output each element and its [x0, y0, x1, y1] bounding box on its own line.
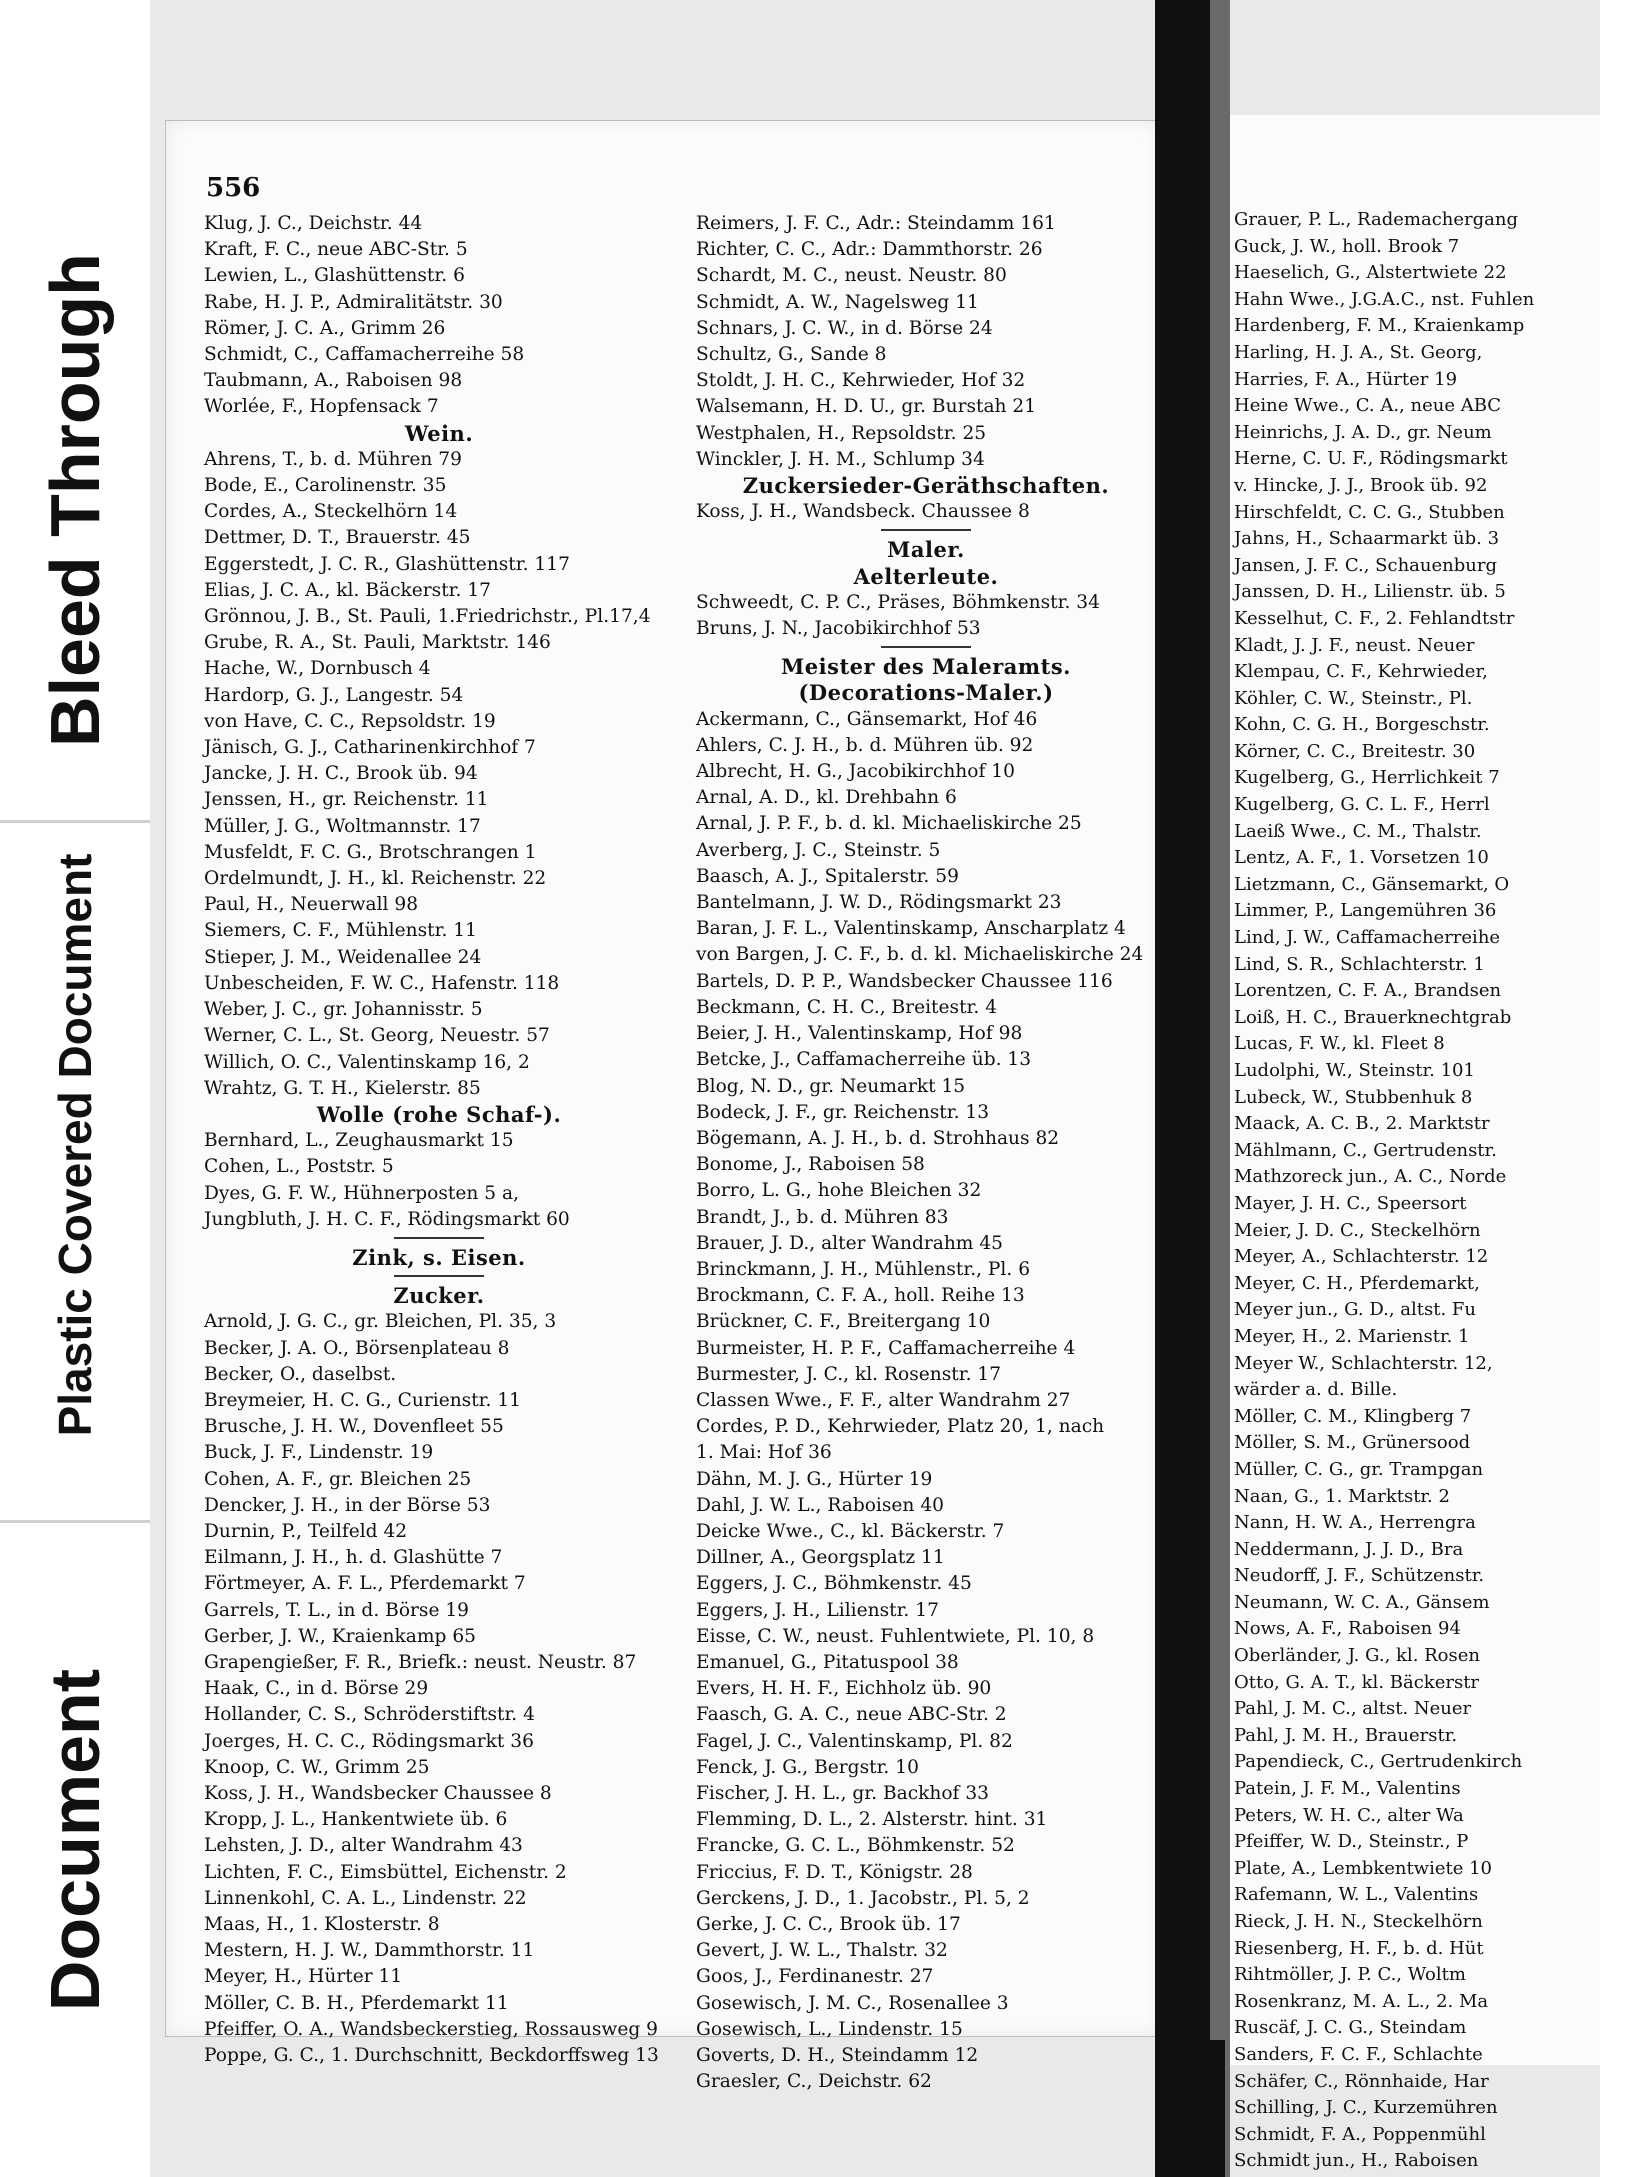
- directory-entry: Neudorff, J. F., Schützenstr.: [1234, 1565, 1485, 1587]
- directory-entry: Emanuel, G., Pitatuspool 38: [696, 1651, 959, 1673]
- directory-entry: Fagel, J. C., Valentinskamp, Pl. 82: [696, 1730, 1013, 1752]
- directory-entry: wärder a. d. Bille.: [1234, 1379, 1398, 1401]
- directory-entry: Patein, J. F. M., Valentins: [1234, 1778, 1461, 1800]
- directory-entry: von Have, C. C., Repsoldstr. 19: [204, 710, 496, 732]
- directory-entry: Brandt, J., b. d. Mühren 83: [696, 1206, 949, 1228]
- directory-entry: Blog, N. D., gr. Neumarkt 15: [696, 1075, 966, 1097]
- directory-entry: Schmidt jun., H., Raboisen: [1234, 2150, 1479, 2172]
- directory-entry: Müller, J. G., Woltmannstr. 17: [204, 815, 481, 837]
- directory-entry: Cordes, P. D., Kehrwieder, Platz 20, 1, nach: [696, 1416, 1105, 1438]
- directory-entry: Nows, A. F., Raboisen 94: [1234, 1618, 1461, 1640]
- directory-entry: Unbescheiden, F. W. C., Hafenstr. 118: [204, 972, 560, 994]
- label-divider: [0, 820, 150, 823]
- directory-entry: Gerke, J. C. C., Brook üb. 17: [696, 1914, 961, 1935]
- directory-entry: Ahrens, T., b. d. Mühren 79: [204, 448, 462, 470]
- directory-entry: Eggers, J. C., Böhmkenstr. 45: [696, 1573, 972, 1595]
- directory-entry: Kugelberg, G. C. L. F., Herrl: [1234, 794, 1490, 816]
- directory-entry: Schmidt, A. W., Nagelsweg 11: [696, 291, 979, 313]
- directory-entry: Neumann, W. C. A., Gänsem: [1234, 1591, 1490, 1613]
- book-spine-tab: [1175, 2040, 1225, 2177]
- directory-entry: Flemming, D. L., 2. Alsterstr. hint. 31: [696, 1809, 1048, 1831]
- directory-entry: Kohn, C. G. H., Borgeschstr.: [1234, 714, 1490, 736]
- directory-entry: Papendieck, C., Gertrudenkirch: [1234, 1751, 1523, 1773]
- directory-entry: Lind, S. R., Schlachterstr. 1: [1234, 953, 1485, 975]
- directory-entry: Becker, J. A. O., Börsenplateau 8: [204, 1337, 510, 1359]
- directory-entry: Arnold, J. G. C., gr. Bleichen, Pl. 35, 3: [204, 1311, 557, 1333]
- directory-entry: Gosewisch, J. M. C., Rosenallee 3: [696, 1992, 1009, 2014]
- directory-entry: Ludolphi, W., Steinstr. 101: [1234, 1060, 1475, 1081]
- directory-column-c: [1234, 207, 1634, 2175]
- directory-entry: Burmeister, H. P. F., Caffamacherreihe 4: [696, 1337, 1076, 1359]
- directory-entry: Knoop, C. W., Grimm 25: [204, 1756, 430, 1778]
- directory-entry: Limmer, P., Langemühren 36: [1234, 900, 1497, 922]
- directory-entry: Jänisch, G. J., Catharinenkirchhof 7: [204, 737, 536, 759]
- directory-entry: Mählmann, C., Gertrudenstr.: [1234, 1139, 1497, 1161]
- directory-entry: Graesler, C., Deichstr. 62: [696, 2071, 932, 2093]
- directory-entry: Gosewisch, L., Lindenstr. 15: [696, 2018, 963, 2040]
- scanned-book: [150, 0, 1600, 2177]
- directory-entry: Oberländer, J. G., kl. Rosen: [1234, 1645, 1481, 1667]
- directory-entry: Wrahtz, G. T. H., Kielerstr. 85: [204, 1077, 481, 1099]
- directory-entry: Breymeier, H. C. G., Curienstr. 11: [204, 1389, 522, 1411]
- directory-entry: Grube, R. A., St. Pauli, Marktstr. 146: [204, 632, 551, 654]
- left-page: [165, 120, 1162, 2093]
- directory-entry: Kesselhut, C. F., 2. Fehlandtstr: [1234, 607, 1515, 629]
- directory-entry: Rihtmöller, J. P. C., Woltm: [1234, 1964, 1466, 1986]
- directory-entry: Fenck, J. G., Bergstr. 10: [696, 1756, 919, 1778]
- directory-entry: Pfeiffer, W. D., Steinstr., P: [1234, 1831, 1469, 1853]
- directory-entry: Betcke, J., Caffamacherreihe üb. 13: [696, 1049, 1032, 1071]
- directory-entry: Becker, O., daselbst.: [204, 1363, 397, 1385]
- directory-entry: Mayer, J. H. C., Speersort: [1234, 1192, 1467, 1214]
- directory-entry: Heine Wwe., C. A., neue ABC: [1234, 395, 1502, 417]
- directory-entry: Schnars, J. C. W., in d. Börse 24: [696, 317, 993, 339]
- directory-entry: Pfeiffer, O. A., Wandsbeckerstieg, Rossausweg 9: [204, 2018, 658, 2040]
- directory-entry: Lewien, L., Glashüttenstr. 6: [204, 265, 465, 287]
- directory-entry: Baasch, A. J., Spitalerstr. 59: [696, 865, 959, 887]
- directory-entry: Taubmann, A., Raboisen 98: [204, 370, 463, 392]
- directory-entry: Bögemann, A. J. H., b. d. Strohhaus 82: [696, 1127, 1060, 1149]
- directory-entry: Arnal, J. P. F., b. d. kl. Michaeliskirche 25: [696, 813, 1082, 835]
- directory-entry: Jansen, J. F. C., Schauenburg: [1234, 554, 1497, 576]
- directory-entry: Grapengießer, F. R., Briefk.: neust. Neustr. 87: [204, 1651, 637, 1673]
- directory-column-a: [204, 211, 674, 2069]
- directory-entry: Eilmann, J. H., h. d. Glashütte 7: [204, 1547, 503, 1569]
- directory-entry: Winckler, J. H. M., Schlump 34: [696, 448, 985, 470]
- directory-entry: Borro, L. G., hohe Bleichen 32: [696, 1180, 982, 1202]
- directory-entry: Nann, H. W. A., Herrengra: [1234, 1512, 1476, 1534]
- section-separator: [881, 529, 971, 531]
- directory-entry: Kladt, J. J. F., neust. Neuer: [1234, 634, 1475, 656]
- section-heading: Wein.: [404, 420, 474, 446]
- directory-entry: Siemers, C. F., Mühlenstr. 11: [204, 920, 477, 942]
- directory-entry: Evers, H. H. F., Eichholz üb. 90: [696, 1678, 992, 1700]
- directory-entry: Westphalen, H., Repsoldstr. 25: [696, 422, 987, 444]
- directory-entry: Schweedt, C. P. C., Präses, Böhmkenstr. 34: [696, 591, 1100, 613]
- directory-entry: Friccius, F. D. T., Königstr. 28: [696, 1861, 973, 1883]
- directory-entry: Faasch, G. A. C., neue ABC-Str. 2: [696, 1704, 1007, 1726]
- directory-entry: Elias, J. C. A., kl. Bäckerstr. 17: [204, 579, 491, 601]
- directory-entry: Harling, H. J. A., St. Georg,: [1234, 341, 1483, 363]
- directory-entry: Lietzmann, C., Gänsemarkt, O: [1234, 873, 1510, 895]
- directory-entry: Haak, C., in d. Börse 29: [204, 1678, 429, 1700]
- directory-entry: Ruscäf, J. C. G., Steindam: [1234, 2017, 1467, 2039]
- directory-entry: Arnal, A. D., kl. Drehbahn 6: [696, 787, 957, 809]
- directory-entry: Buck, J. F., Lindenstr. 19: [204, 1442, 434, 1464]
- section-separator: [394, 1275, 484, 1277]
- section-heading: Maler.: [887, 537, 965, 563]
- directory-entry: Dencker, J. H., in der Börse 53: [204, 1494, 491, 1516]
- directory-entry: Hollander, C. S., Schröderstiftstr. 4: [204, 1704, 535, 1726]
- directory-entry: Richter, C. C., Adr.: Dammthorstr. 26: [696, 239, 1043, 261]
- directory-entry: Dyes, G. F. W., Hühnerposten 5 a,: [204, 1182, 519, 1204]
- directory-entry: Baran, J. F. L., Valentinskamp, Anscharplatz 4: [696, 918, 1126, 940]
- directory-entry: Eggers, J. H., Lilienstr. 17: [696, 1599, 939, 1621]
- directory-entry: Meyer jun., G. D., altst. Fu: [1234, 1299, 1477, 1321]
- directory-entry: Möller, S. M., Grünersood: [1234, 1432, 1471, 1454]
- section-heading: Zuckersieder-Geräthschaften.: [742, 473, 1110, 499]
- plastic-covered-label: Plastic Covered Document: [49, 853, 101, 1437]
- directory-entry: Fischer, J. H. L., gr. Backhof 33: [696, 1782, 990, 1804]
- directory-entry: Lorentzen, C. F. A., Brandsen: [1234, 980, 1502, 1002]
- directory-entry: Bernhard, L., Zeughausmarkt 15: [204, 1130, 514, 1152]
- directory-entry: Brückner, C. F., Breitergang 10: [696, 1311, 991, 1333]
- directory-entry: Paul, H., Neuerwall 98: [204, 894, 419, 916]
- directory-entry: Gevert, J. W. L., Thalstr. 32: [696, 1940, 948, 1962]
- directory-entry: Bantelmann, J. W. D., Rödingsmarkt 23: [696, 892, 1062, 914]
- directory-entry: Bruns, J. N., Jacobikirchhof 53: [696, 618, 981, 640]
- directory-entry: Deicke Wwe., C., kl. Bäckerstr. 7: [696, 1520, 1005, 1542]
- directory-entry: Francke, G. C. L., Böhmkenstr. 52: [696, 1835, 1015, 1857]
- directory-entry: Klempau, C. F., Kehrwieder,: [1234, 661, 1488, 683]
- section-heading: Wolle (rohe Schaf-).: [316, 1101, 562, 1127]
- directory-entry: Hardorp, G. J., Langestr. 54: [204, 684, 464, 706]
- directory-column-b: [696, 211, 1156, 2095]
- directory-entry: Stoldt, J. H. C., Kehrwieder, Hof 32: [696, 370, 1026, 392]
- directory-entry: von Bargen, J. C. F., b. d. kl. Michaeliskirche 24: [696, 944, 1144, 966]
- directory-entry: Bodeck, J. F., gr. Reichenstr. 13: [696, 1101, 990, 1123]
- directory-entry: Kugelberg, G., Herrlichkeit 7: [1234, 767, 1500, 789]
- directory-entry: Werner, C. L., St. Georg, Neuestr. 57: [204, 1025, 550, 1047]
- directory-entry: Albrecht, H. G., Jacobikirchhof 10: [696, 761, 1015, 783]
- directory-entry: Reimers, J. F. C., Adr.: Steindamm 161: [696, 213, 1056, 234]
- directory-entry: Cohen, L., Poststr. 5: [204, 1156, 394, 1178]
- directory-entry: Meyer W., Schlachterstr. 12,: [1234, 1352, 1493, 1374]
- section-separator: [394, 1237, 484, 1239]
- directory-entry: Grönnou, J. B., St. Pauli, 1.Friedrichstr., Pl.17,4: [204, 606, 651, 628]
- directory-entry: Maack, A. C. B., 2. Marktstr: [1234, 1113, 1490, 1135]
- directory-entry: Poppe, G. C., 1. Durchschnitt, Beckdorffsweg 13: [204, 2045, 659, 2067]
- directory-entry: Ordelmundt, J. H., kl. Reichenstr. 22: [204, 868, 547, 890]
- directory-entry: Durnin, P., Teilfeld 42: [204, 1520, 408, 1542]
- directory-entry: Lehsten, J. D., alter Wandrahm 43: [204, 1835, 523, 1857]
- directory-entry: Cordes, A., Steckelhörn 14: [204, 501, 458, 523]
- directory-entry: Weber, J. C., gr. Johannisstr. 5: [204, 999, 483, 1021]
- directory-entry: Garrels, T. L., in d. Börse 19: [204, 1599, 470, 1621]
- directory-entry: Musfeldt, F. C. G., Brotschrangen 1: [204, 841, 537, 863]
- directory-entry: Schäfer, C., Rönnhaide, Har: [1234, 2070, 1489, 2092]
- directory-entry: Lucas, F. W., kl. Fleet 8: [1234, 1033, 1445, 1055]
- directory-entry: Bartels, D. P. P., Wandsbecker Chaussee 116: [696, 970, 1113, 992]
- section-heading: Zucker.: [393, 1283, 485, 1309]
- directory-entry: Haeselich, G., Alstertwiete 22: [1234, 262, 1507, 284]
- directory-entry: Herne, C. U. F., Rödingsmarkt: [1234, 448, 1508, 470]
- directory-entry: Körner, C. C., Breitestr. 30: [1234, 740, 1476, 762]
- directory-entry: Otto, G. A. T., kl. Bäckerstr: [1234, 1671, 1480, 1693]
- directory-entry: Klug, J. C., Deichstr. 44: [204, 213, 423, 234]
- directory-entry: Schmidt, F. A., Poppenmühl: [1234, 2123, 1486, 2145]
- directory-entry: Grauer, P. L., Rademachergang: [1234, 209, 1519, 230]
- directory-entry: Riesenberg, H. F., b. d. Hüt: [1234, 1937, 1484, 1959]
- directory-entry: Loiß, H. C., Brauerknechtgrab: [1234, 1006, 1512, 1028]
- directory-entry: Willich, O. C., Valentinskamp 16, 2: [204, 1051, 530, 1073]
- directory-entry: Hardenberg, F. M., Kraienkamp: [1234, 315, 1525, 337]
- directory-entry: Rabe, H. J. P., Admiralitätstr. 30: [204, 291, 503, 313]
- directory-entry: Eisse, C. W., neust. Fuhlentwiete, Pl. 10, 8: [696, 1625, 1095, 1647]
- directory-entry: Brusche, J. H. W., Dovenfleet 55: [204, 1416, 504, 1438]
- directory-entry: Pahl, J. M. H., Brauerstr.: [1234, 1724, 1458, 1746]
- directory-entry: Meyer, H., Hürter 11: [204, 1966, 403, 1988]
- directory-entry: Naan, G., 1. Marktstr. 2: [1234, 1485, 1450, 1507]
- directory-entry: Neddermann, J. J. D., Bra: [1234, 1538, 1464, 1560]
- directory-entry: Meyer, H., 2. Marienstr. 1: [1234, 1325, 1470, 1347]
- directory-entry: Mestern, H. J. W., Dammthorstr. 11: [204, 1940, 535, 1962]
- directory-entry: Kropp, J. L., Hankentwiete üb. 6: [204, 1809, 508, 1831]
- directory-entry: Jenssen, H., gr. Reichenstr. 11: [204, 789, 489, 811]
- directory-entry: Müller, C. G., gr. Trampgan: [1234, 1458, 1484, 1480]
- section-heading: Zink, s. Eisen.: [352, 1244, 526, 1270]
- directory-entry: Möller, C. M., Klingberg 7: [1234, 1405, 1472, 1427]
- directory-entry: Lentz, A. F., 1. Vorsetzen 10: [1234, 847, 1489, 869]
- directory-entry: v. Hincke, J. J., Brook üb. 92: [1234, 474, 1488, 496]
- directory-entry: Rieck, J. H. N., Steckelhörn: [1234, 1911, 1483, 1932]
- directory-entry: Jancke, J. H. C., Brook üb. 94: [204, 763, 478, 785]
- directory-entry: Dahl, J. W. L., Raboisen 40: [696, 1494, 944, 1516]
- directory-entry: Walsemann, H. D. U., gr. Burstah 21: [696, 396, 1037, 418]
- directory-entry: Dillner, A., Georgsplatz 11: [696, 1547, 945, 1569]
- right-page-partial: [1230, 115, 1600, 2172]
- directory-entry: Schilling, J. C., Kurzemühren: [1234, 2097, 1498, 2119]
- directory-entry: Cohen, A. F., gr. Bleichen 25: [204, 1468, 472, 1490]
- directory-entry: Burmester, J. C., kl. Rosenstr. 17: [696, 1363, 1002, 1385]
- directory-entry: Koss, J. H., Wandsbeck. Chaussee 8: [696, 501, 1030, 523]
- label-divider: [0, 1520, 150, 1523]
- directory-entry: Hache, W., Dornbusch 4: [204, 658, 431, 680]
- directory-entry: Plate, A., Lembkentwiete 10: [1234, 1857, 1493, 1879]
- directory-entry: Peters, W. H. C., alter Wa: [1234, 1804, 1464, 1826]
- directory-entry: Köhler, C. W., Steinstr., Pl.: [1234, 687, 1473, 709]
- directory-entry: Eggerstedt, J. C. R., Glashüttenstr. 117: [204, 553, 570, 575]
- directory-entry: Brockmann, C. F. A., holl. Reihe 13: [696, 1285, 1025, 1307]
- directory-entry: Classen Wwe., F. F., alter Wandrahm 27: [696, 1389, 1071, 1411]
- directory-entry: Kraft, F. C., neue ABC-Str. 5: [204, 239, 468, 261]
- directory-entry: Jahns, H., Schaarmarkt üb. 3: [1234, 528, 1500, 550]
- directory-entry: Linnenkohl, C. A. L., Lindenstr. 22: [204, 1887, 527, 1909]
- directory-entry: Koss, J. H., Wandsbecker Chaussee 8: [204, 1782, 552, 1804]
- directory-entry: Ahlers, C. J. H., b. d. Mühren üb. 92: [696, 734, 1034, 756]
- directory-entry: 1. Mai: Hof 36: [696, 1442, 832, 1464]
- directory-entry: Beckmann, C. H. C., Breitestr. 4: [696, 996, 998, 1018]
- directory-entry: Dettmer, D. T., Brauerstr. 45: [204, 527, 471, 549]
- directory-entry: Harries, F. A., Hürter 19: [1234, 368, 1458, 390]
- section-heading: (Decorations-Maler.): [798, 680, 1054, 706]
- directory-entry: Schardt, M. C., neust. Neustr. 80: [696, 265, 1007, 287]
- directory-entry: Beier, J. H., Valentinskamp, Hof 98: [696, 1023, 1023, 1045]
- directory-entry: Jungbluth, J. H. C. F., Rödingsmarkt 60: [204, 1208, 570, 1230]
- directory-entry: Brinckmann, J. H., Mühlenstr., Pl. 6: [696, 1258, 1031, 1280]
- document-labels-strip: [0, 0, 150, 2177]
- section-heading: Aelterleute.: [853, 563, 999, 589]
- directory-entry: Schmidt, C., Caffamacherreihe 58: [204, 344, 525, 366]
- directory-entry: Maas, H., 1. Klosterstr. 8: [204, 1914, 440, 1935]
- directory-entry: Gerber, J. W., Kraienkamp 65: [204, 1625, 476, 1647]
- section-heading: Meister des Maleramts.: [781, 654, 1071, 680]
- directory-entry: Hahn Wwe., J.G.A.C., nst. Fuhlen: [1234, 288, 1535, 310]
- directory-entry: Rosenkranz, M. A. L., 2. Ma: [1234, 1990, 1489, 2012]
- directory-entry: Dähn, M. J. G., Hürter 19: [696, 1468, 933, 1490]
- directory-entry: Worlée, F., Hopfensack 7: [204, 396, 439, 418]
- directory-entry: Mathzoreck jun., A. C., Norde: [1234, 1166, 1507, 1188]
- page-number: 556: [206, 173, 261, 203]
- directory-entry: Sanders, F. C. F., Schlachte: [1234, 2043, 1483, 2065]
- book-gutter-edge: [1210, 0, 1230, 2177]
- directory-entry: Goos, J., Ferdinanestr. 27: [696, 1966, 934, 1988]
- directory-entry: Hirschfeldt, C. C. G., Stubben: [1234, 501, 1505, 523]
- directory-entry: Laeiß Wwe., C. M., Thalstr.: [1234, 820, 1482, 842]
- bleed-through-label: Bleed Through: [36, 253, 114, 747]
- directory-entry: Römer, J. C. A., Grimm 26: [204, 317, 446, 339]
- directory-entry: Janssen, D. H., Lilienstr. üb. 5: [1234, 581, 1506, 603]
- directory-entry: Meyer, C. H., Pferdemarkt,: [1234, 1272, 1480, 1294]
- directory-entry: Lind, J. W., Caffamacherreihe: [1234, 927, 1501, 949]
- directory-entry: Guck, J. W., holl. Brook 7: [1234, 235, 1460, 257]
- directory-entry: Rafemann, W. L., Valentins: [1234, 1884, 1479, 1906]
- directory-entry: Brauer, J. D., alter Wandrahm 45: [696, 1232, 1004, 1254]
- directory-entry: Joerges, H. C. C., Rödingsmarkt 36: [204, 1730, 534, 1752]
- directory-entry: Lichten, F. C., Eimsbüttel, Eichenstr. 2: [204, 1861, 567, 1883]
- directory-entry: Stieper, J. M., Weidenallee 24: [204, 946, 482, 968]
- directory-entry: Meyer, A., Schlachterstr. 12: [1234, 1246, 1489, 1268]
- directory-entry: Förtmeyer, A. F. L., Pferdemarkt 7: [204, 1573, 526, 1595]
- directory-entry: Möller, C. B. H., Pferdemarkt 11: [204, 1992, 509, 2014]
- section-separator: [881, 646, 971, 648]
- directory-entry: Bonome, J., Raboisen 58: [696, 1154, 925, 1176]
- directory-entry: Pahl, J. M. C., altst. Neuer: [1234, 1698, 1472, 1720]
- directory-entry: Schultz, G., Sande 8: [696, 344, 887, 366]
- directory-entry: Averberg, J. C., Steinstr. 5: [696, 839, 941, 861]
- directory-entry: Lubeck, W., Stubbenhuk 8: [1234, 1086, 1473, 1108]
- document-label: Document: [36, 1668, 114, 2012]
- directory-entry: Ackermann, C., Gänsemarkt, Hof 46: [696, 708, 1038, 730]
- directory-entry: Goverts, D. H., Steindamm 12: [696, 2045, 979, 2067]
- directory-entry: Gerckens, J. D., 1. Jacobstr., Pl. 5, 2: [696, 1887, 1030, 1909]
- directory-entry: Meier, J. D. C., Steckelhörn: [1234, 1219, 1481, 1241]
- directory-entry: Bode, E., Carolinenstr. 35: [204, 475, 447, 497]
- directory-entry: Heinrichs, J. A. D., gr. Neum: [1234, 421, 1492, 443]
